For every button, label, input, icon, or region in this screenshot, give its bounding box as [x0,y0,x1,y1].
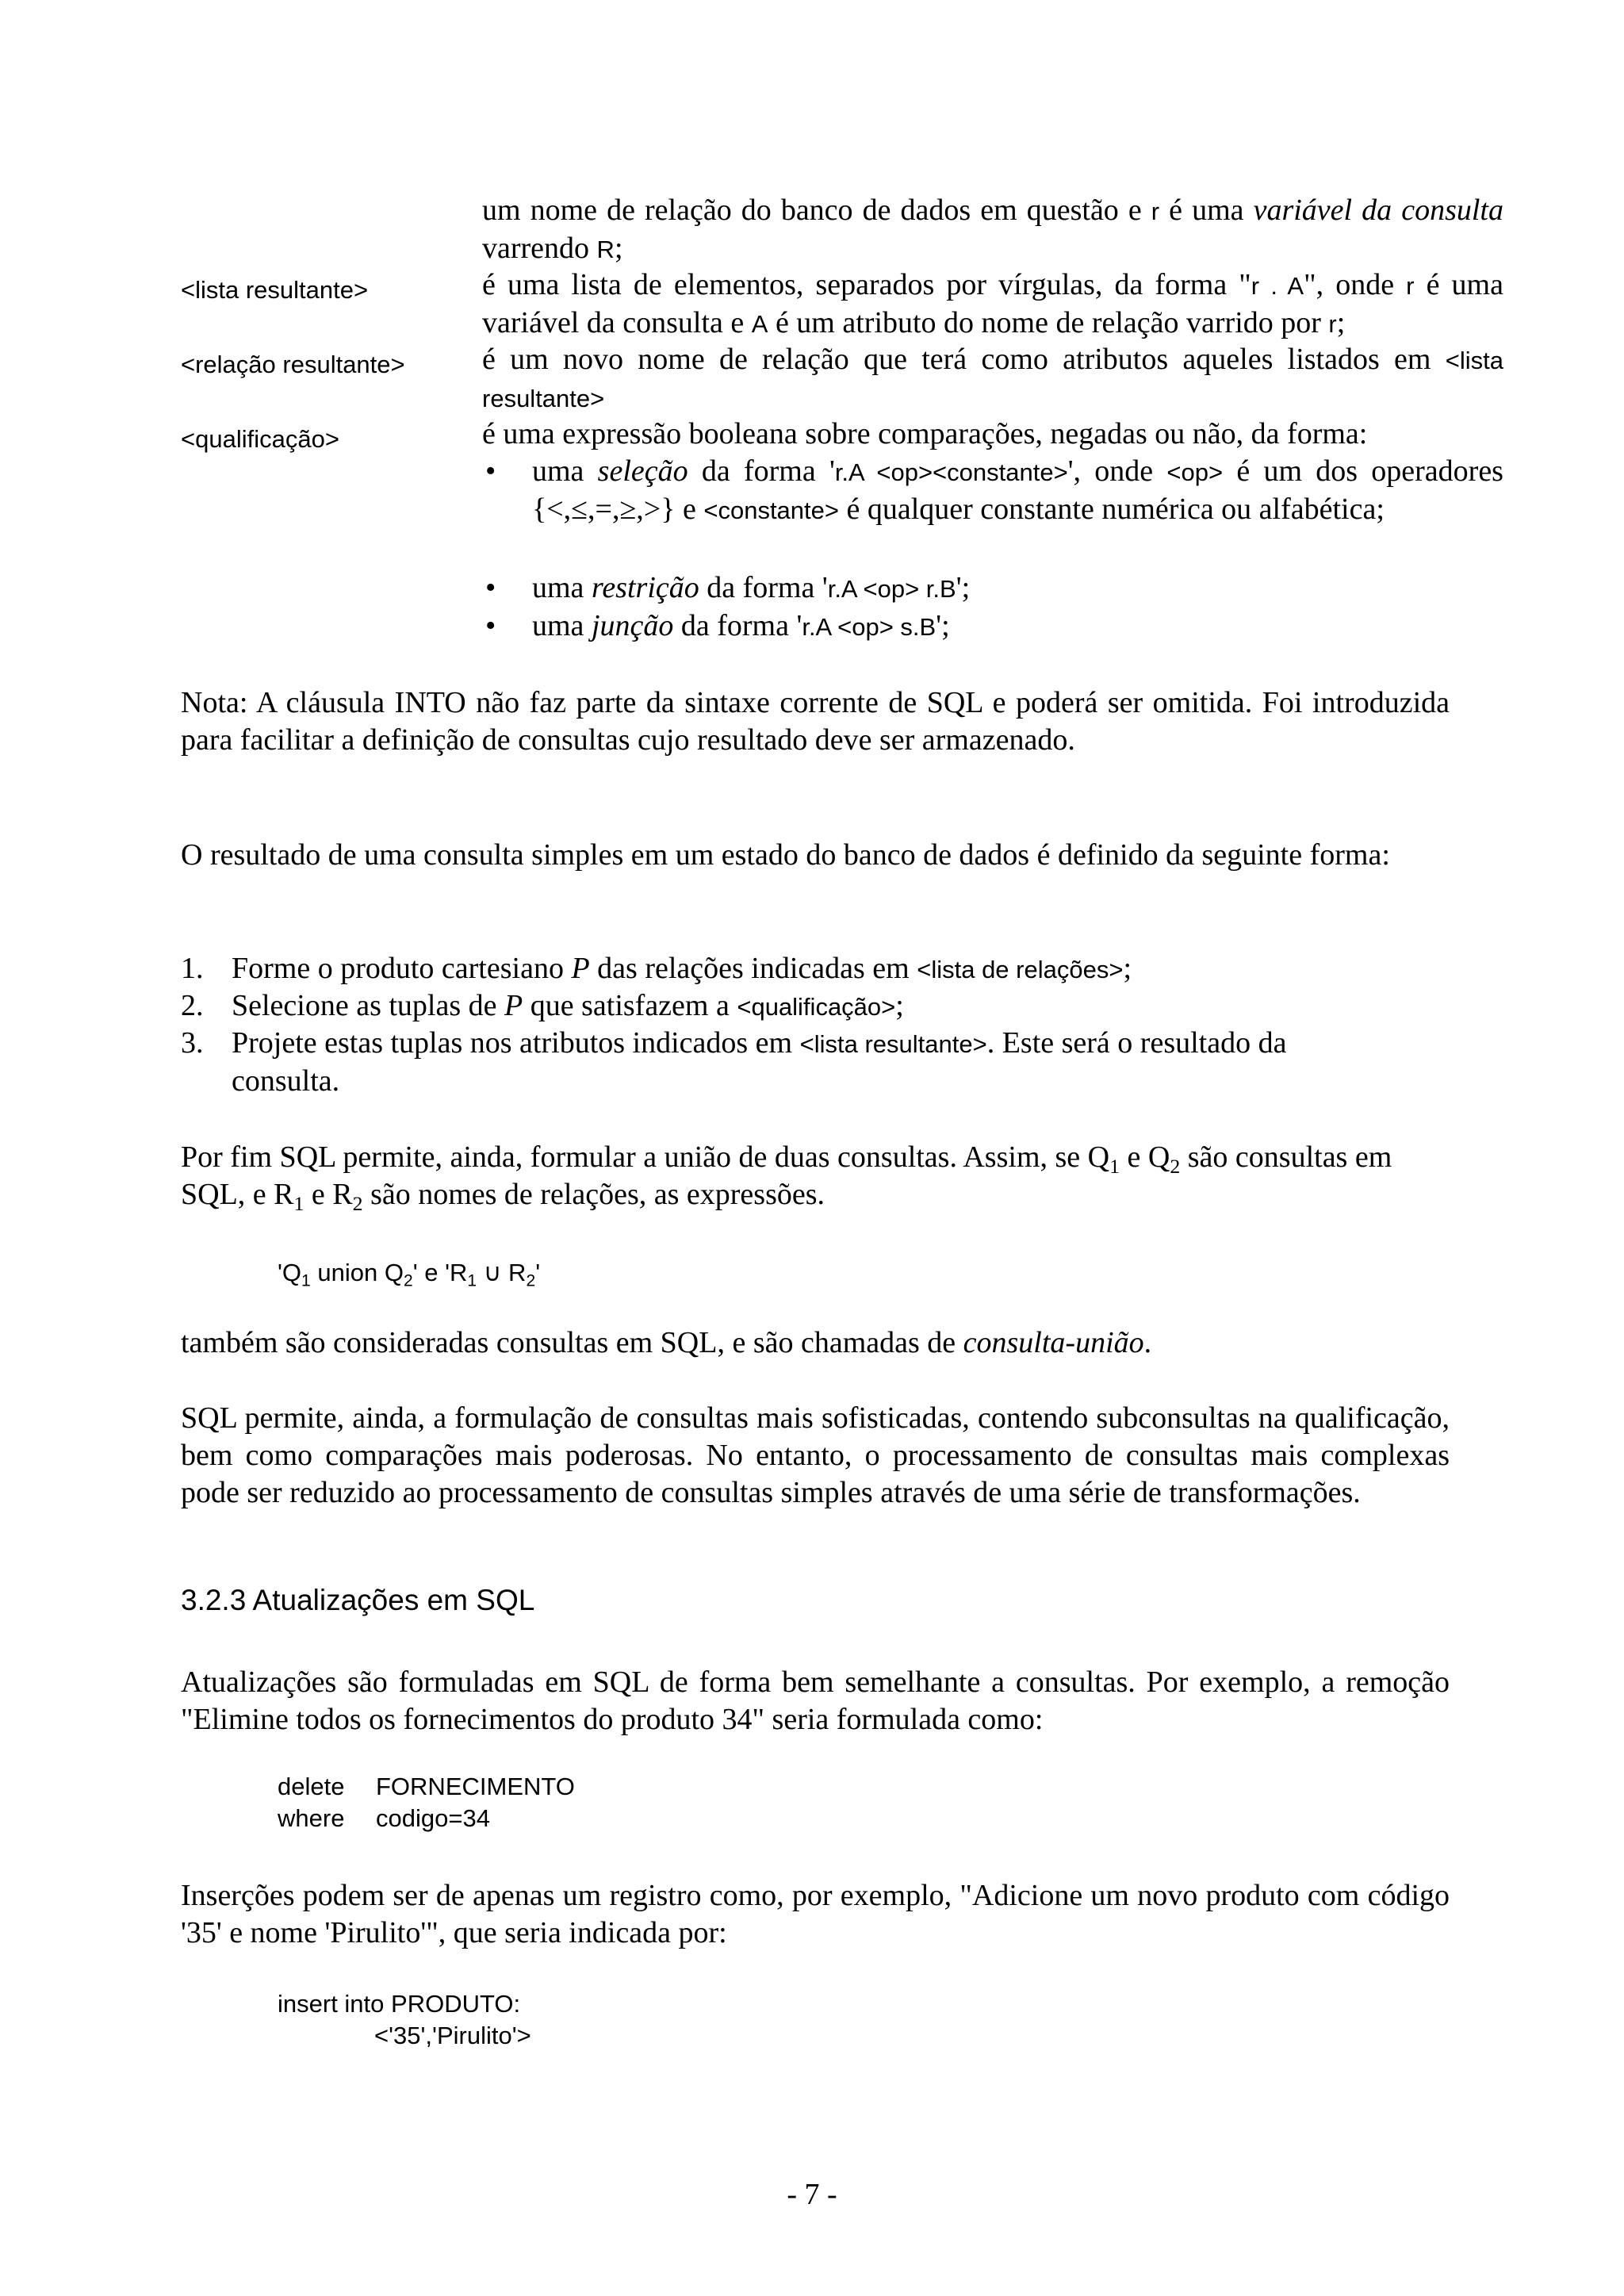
code-line: insert into PRODUTO: [278,1990,521,2018]
term-lista-resultante: <lista resultante> [181,276,369,304]
step-1: Forme o produto cartesiano P das relações indicadas em <lista de relações>; [232,952,1132,985]
bullet-icon: • [485,454,496,488]
definition-lista-resultante: é uma lista de elementos, separados por vírgulas, da forma "r . A", onde r é uma variável da consulta e A é um atributo do nome de relação varrido por r; [482,268,1503,339]
step-number: 1. [181,952,204,985]
step-number: 3. [181,1026,204,1060]
insercoes-paragraph: Inserções podem ser de apenas um registro como, por exemplo, "Adicione um novo produto com código '35' e nome 'Pirulito'", que seria indicada por: [181,1879,1450,1949]
union-expression: '$Q_1$ union $Q_2'$ e '$R_1$ ∪ $R_2'$ [278,1259,541,1290]
term-qualificacao: <qualificação> [181,425,339,453]
bullet-restricao: uma restrição da forma 'r.A <op> r.B'; [532,571,971,604]
code-line: where codigo=34 [278,1804,490,1832]
section-title: 3.2.3 Atualizações em SQL [181,1584,535,1616]
insert-code-block [278,1988,531,2052]
delete-code-block [278,1771,575,1834]
definition-continuation: um nome de relação do banco de dados em questão e r é uma variável da consulta varrendo R; [482,194,1503,265]
bullet-icon: • [485,571,496,604]
atualizacoes-paragraph: Atualizações são formuladas em SQL de forma bem semelhante a consultas. Por exemplo, a remoção "Elimine todos os fornecimentos do produto 34" seria formulada como: [181,1665,1450,1736]
step-number: 2. [181,989,204,1022]
code-line: delete FORNECIMENTO [278,1773,575,1800]
sofisticadas-paragraph: SQL permite, ainda, a formulação de consultas mais sofisticadas, contendo subconsultas na qualificação, bem como comparações mais poderosas. No entanto, o processamento de consultas mais complexas pode ser reduzido ao processamento de consultas simples através de uma série de transformações. [181,1401,1450,1509]
consulta-uniao-paragraph: também são consideradas consultas em SQL, e são chamadas de consulta-união. [181,1326,1152,1359]
nota-paragraph: Nota: A cláusula INTO não faz parte da sintaxe corrente de SQL e poderá ser omitida. Foi introduzida para facilitar a definição de consultas cujo resultado deve ser armazenado. [181,686,1450,757]
bullet-selecao: uma seleção da forma 'r.A <op><constante>', onde <op> é um dos operadores {<,≤,=,≥,>} e <constante> é qualquer constante numérica ou alfabética; [532,454,1503,526]
page-number: - 7 - [787,2178,837,2211]
resultado-paragraph: O resultado de uma consulta simples em um estado do banco de dados é definido da seguinte forma: [181,838,1390,872]
step-2: Selecione as tuplas de P que satisfazem a <qualificação>; [232,989,904,1022]
term-relacao-resultante: <relação resultante> [181,351,405,378]
definition-qualificacao: é uma expressão booleana sobre comparações, negadas ou não, da forma: [482,417,1368,450]
uniao-paragraph: Por fim SQL permite, ainda, formular a união de duas consultas. Assim, se $Q_1$ e $Q_2$ são consultas em SQL, e $R_1$ e $R_2$ são nomes de relações, as expressões. [181,1140,1392,1215]
bullet-juncao: uma junção da forma 'r.A <op> s.B'; [532,609,950,642]
bullet-icon: • [485,609,496,642]
step-3: Projete estas tuplas nos atributos indicados em <lista resultante>. Este será o resultado da consulta. [232,1026,1287,1098]
definition-relacao-resultante: é um novo nome de relação que terá como atributos aqueles listados em <lista resultante> [482,343,1503,412]
code-line: <'35','Pirulito'> [374,2022,531,2049]
